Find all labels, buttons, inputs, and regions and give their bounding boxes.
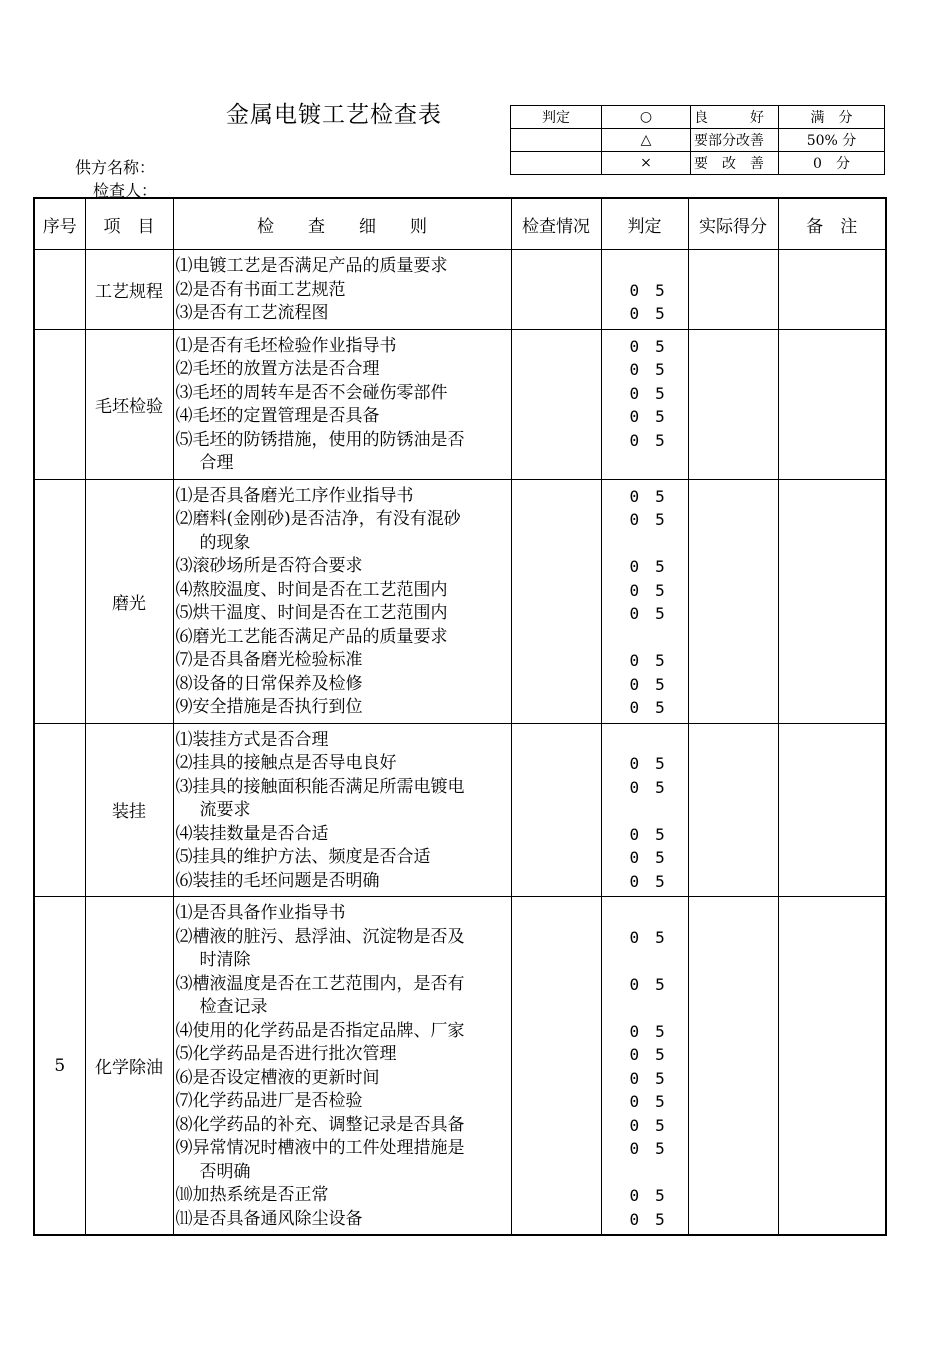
detail-line: ⑸烘干温度、时间是否在工艺范围内: [175, 603, 448, 623]
detail-line: ⑷毛坯的定置管理是否具备: [175, 406, 380, 426]
detail-line: ⑼异常情况时槽液中的工件处理措施是: [175, 1138, 465, 1158]
detail-list: [173, 329, 511, 479]
header-judge: 判定: [601, 198, 688, 250]
judge-score-options: 0 5: [629, 304, 665, 323]
detail-line: ⑴是否具备作业指导书: [175, 903, 346, 923]
remark-cell[interactable]: [778, 329, 886, 479]
detail-line: ⑽加热系统是否正常: [175, 1185, 329, 1205]
judge-score-options: 0 5: [629, 1209, 665, 1229]
header-status: 检查情况: [511, 198, 601, 250]
detail-line: ⑴是否具备磨光工序作业指导书: [175, 485, 414, 506]
table-header-row: [34, 198, 886, 250]
status-cell[interactable]: [511, 897, 601, 1236]
status-cell[interactable]: [511, 723, 601, 897]
judge-score-options: 0 5: [629, 280, 665, 300]
judge-score-options: 0 5: [629, 1068, 665, 1088]
judge-score-options: [602, 1161, 688, 1185]
row-number: [34, 329, 85, 479]
remark-cell[interactable]: [778, 897, 886, 1236]
judge-score-options: 0 5: [629, 651, 665, 670]
table-row: [34, 329, 886, 479]
judge-score-options: 0 5: [629, 383, 665, 403]
detail-line: ⑵挂具的接触点是否导电良好: [175, 753, 397, 773]
judge-score-options: 0 5: [629, 557, 665, 576]
legend-grade-cell: 要部分改善: [691, 129, 779, 152]
detail-line: ⑹装挂的毛坯问题是否明确: [175, 870, 380, 891]
detail-line: 流要求: [199, 800, 251, 820]
judge-score-options: 0 5: [629, 1186, 665, 1205]
judge-score-options: 0 5: [629, 1021, 665, 1041]
inspection-table: [33, 197, 887, 1236]
detail-list: [173, 723, 511, 897]
judge-score-options: 0 5: [629, 336, 665, 356]
detail-line: ⑵是否有书面工艺规范: [175, 279, 346, 300]
legend-score-cell: 满 分: [779, 106, 885, 129]
inspector-label: 检查人：: [93, 181, 158, 200]
detail-list: [173, 897, 511, 1236]
actual-score-cell[interactable]: [688, 723, 778, 897]
detail-line: ⑼安全措施是否执行到位: [175, 697, 363, 717]
item-name: 化学除油: [85, 897, 173, 1236]
judge-score-options: 0 5: [629, 777, 665, 797]
legend-symbol-cell: △: [602, 129, 691, 152]
detail-line: ⑷熬胶温度、时间是否在工艺范围内: [175, 579, 448, 600]
status-cell[interactable]: [511, 250, 601, 330]
detail-list: [173, 479, 511, 723]
detail-line: ⑺化学药品进厂是否检验: [175, 1091, 363, 1111]
detail-line: ⑶挂具的接触面积能否满足所需电镀电: [175, 776, 465, 797]
legend-grade-cell: 良 好: [691, 106, 779, 129]
detail-line: ⑶是否有工艺流程图: [175, 303, 329, 323]
detail-line: ⑻设备的日常保养及检修: [175, 673, 363, 694]
item-name: 装挂: [85, 723, 173, 897]
header-score: 实际得分: [688, 198, 778, 250]
detail-line: ⑶毛坯的周转车是否不会碰伤零部件: [175, 382, 448, 403]
detail-list: [173, 250, 511, 330]
detail-line: 合理: [199, 453, 234, 473]
row-number: [34, 250, 85, 330]
detail-line: ⑻化学药品的补充、调整记录是否具备: [175, 1114, 465, 1135]
header-details: 检 查 细 则: [173, 198, 511, 250]
detail-line: ⑸挂具的维护方法、频度是否合适: [175, 847, 431, 867]
table-row: [34, 897, 886, 1236]
table-row: [34, 250, 886, 330]
legend-symbol-cell: ×: [602, 152, 691, 175]
judge-score-options: 0 5: [629, 510, 665, 529]
row-number: [34, 479, 85, 723]
judge-score-options: 0 5: [629, 604, 665, 623]
judge-score-options: 0 5: [629, 871, 665, 891]
detail-line: ⑷使用的化学药品是否指定品牌、厂家: [175, 1020, 465, 1041]
status-cell[interactable]: [511, 329, 601, 479]
judge-score-options: 0 5: [629, 927, 665, 947]
row-number: [34, 723, 85, 897]
detail-line: 检查记录: [199, 997, 268, 1017]
judge-score-options: 0 5: [629, 974, 665, 994]
detail-line: ⑹磨光工艺能否满足产品的质量要求: [175, 626, 448, 647]
item-name: 毛坯检验: [85, 329, 173, 479]
item-name: 磨光: [85, 479, 173, 723]
legend-grade-cell: 要 改 善: [691, 152, 779, 175]
remark-cell[interactable]: [778, 479, 886, 723]
judge-score-list: [601, 897, 688, 1236]
row-number: 5: [34, 897, 85, 1236]
detail-line: ⑷装挂数量是否合适: [175, 823, 329, 844]
judge-score-options: 0 5: [629, 360, 665, 379]
judge-score-options: 0 5: [629, 1045, 665, 1064]
detail-line: ⑴装挂方式是否合理: [175, 729, 329, 750]
judge-score-options: 0 5: [629, 824, 665, 844]
header-no: 序号: [34, 198, 85, 250]
judge-score-options: [602, 902, 688, 926]
detail-line: ⑵毛坯的放置方法是否合理: [175, 359, 380, 379]
remark-cell[interactable]: [778, 250, 886, 330]
table-row: [34, 723, 886, 897]
legend-symbol-cell: ○: [602, 106, 691, 129]
detail-line: ⑶滚砂场所是否符合要求: [175, 556, 363, 576]
detail-line: ⑹是否设定槽液的更新时间: [175, 1067, 380, 1088]
legend-judge-cell: [511, 152, 602, 175]
judge-score-list: [601, 250, 688, 330]
detail-line: ⑺是否具备磨光检验标准: [175, 650, 363, 670]
legend-row: [511, 106, 885, 129]
actual-score-cell[interactable]: [688, 897, 778, 1236]
detail-line: 否明确: [199, 1161, 251, 1182]
judge-score-options: 0 5: [629, 1115, 665, 1135]
judge-score-options: [602, 255, 688, 279]
table-row: [34, 479, 886, 723]
judge-score-options: [602, 729, 688, 753]
judge-score-options: 0 5: [629, 698, 665, 717]
item-name: 工艺规程: [85, 250, 173, 330]
legend-row: [511, 129, 885, 152]
judge-score-options: 0 5: [629, 1092, 665, 1111]
header-item: 项 目: [85, 198, 173, 250]
judge-score-options: 0 5: [629, 674, 665, 694]
judge-score-list: [601, 723, 688, 897]
judge-score-list: [601, 479, 688, 723]
status-cell[interactable]: [511, 479, 601, 723]
legend-judge-cell: [511, 129, 602, 152]
judge-score-options: 0 5: [629, 486, 665, 506]
supplier-name-label: 供方名称：: [75, 158, 156, 177]
actual-score-cell[interactable]: [688, 250, 778, 330]
actual-score-cell[interactable]: [688, 329, 778, 479]
detail-line: ⑴电镀工艺是否满足产品的质量要求: [175, 256, 448, 276]
judge-score-options: 0 5: [629, 848, 665, 867]
judge-score-options: 0 5: [629, 580, 665, 600]
rating-legend-table: [510, 105, 885, 175]
page-title: 金属电镀工艺检查表: [226, 102, 442, 128]
legend-judge-cell: 判定: [511, 106, 602, 129]
legend-score-cell: 50% 分: [779, 129, 885, 152]
detail-line: ⑴是否有毛坯检验作业指导书: [175, 335, 397, 356]
legend-score-cell: 0 分: [779, 152, 885, 175]
judge-score-options: 0 5: [629, 430, 665, 450]
detail-line: ⑸毛坯的防锈措施，使用的防锈油是否: [175, 429, 465, 450]
judge-score-options: 0 5: [629, 1139, 665, 1158]
detail-line: 的现象: [199, 532, 251, 553]
legend-row: [511, 152, 885, 175]
judge-score-options: 0 5: [629, 407, 665, 426]
actual-score-cell[interactable]: [688, 479, 778, 723]
judge-score-list: [601, 329, 688, 479]
judge-score-options: [602, 452, 688, 476]
detail-line: ⑶槽液温度是否在工艺范围内，是否有: [175, 973, 465, 994]
detail-line: ⑾是否具备通风除尘设备: [175, 1208, 363, 1229]
judge-score-options: 0 5: [629, 754, 665, 773]
detail-line: ⑸化学药品是否进行批次管理: [175, 1044, 397, 1064]
detail-line: ⑵磨料(金刚砂)是否洁净，有没有混砂: [175, 509, 461, 529]
detail-line: 时清除: [199, 950, 251, 970]
header-remark: 备 注: [778, 198, 886, 250]
judge-score-options: [602, 799, 688, 823]
judge-score-options: [602, 996, 688, 1020]
judge-score-options: [602, 949, 688, 973]
remark-cell[interactable]: [778, 723, 886, 897]
judge-score-options: [602, 532, 688, 556]
detail-line: ⑵槽液的脏污、悬浮油、沉淀物是否及: [175, 926, 465, 947]
judge-score-options: [602, 626, 688, 650]
